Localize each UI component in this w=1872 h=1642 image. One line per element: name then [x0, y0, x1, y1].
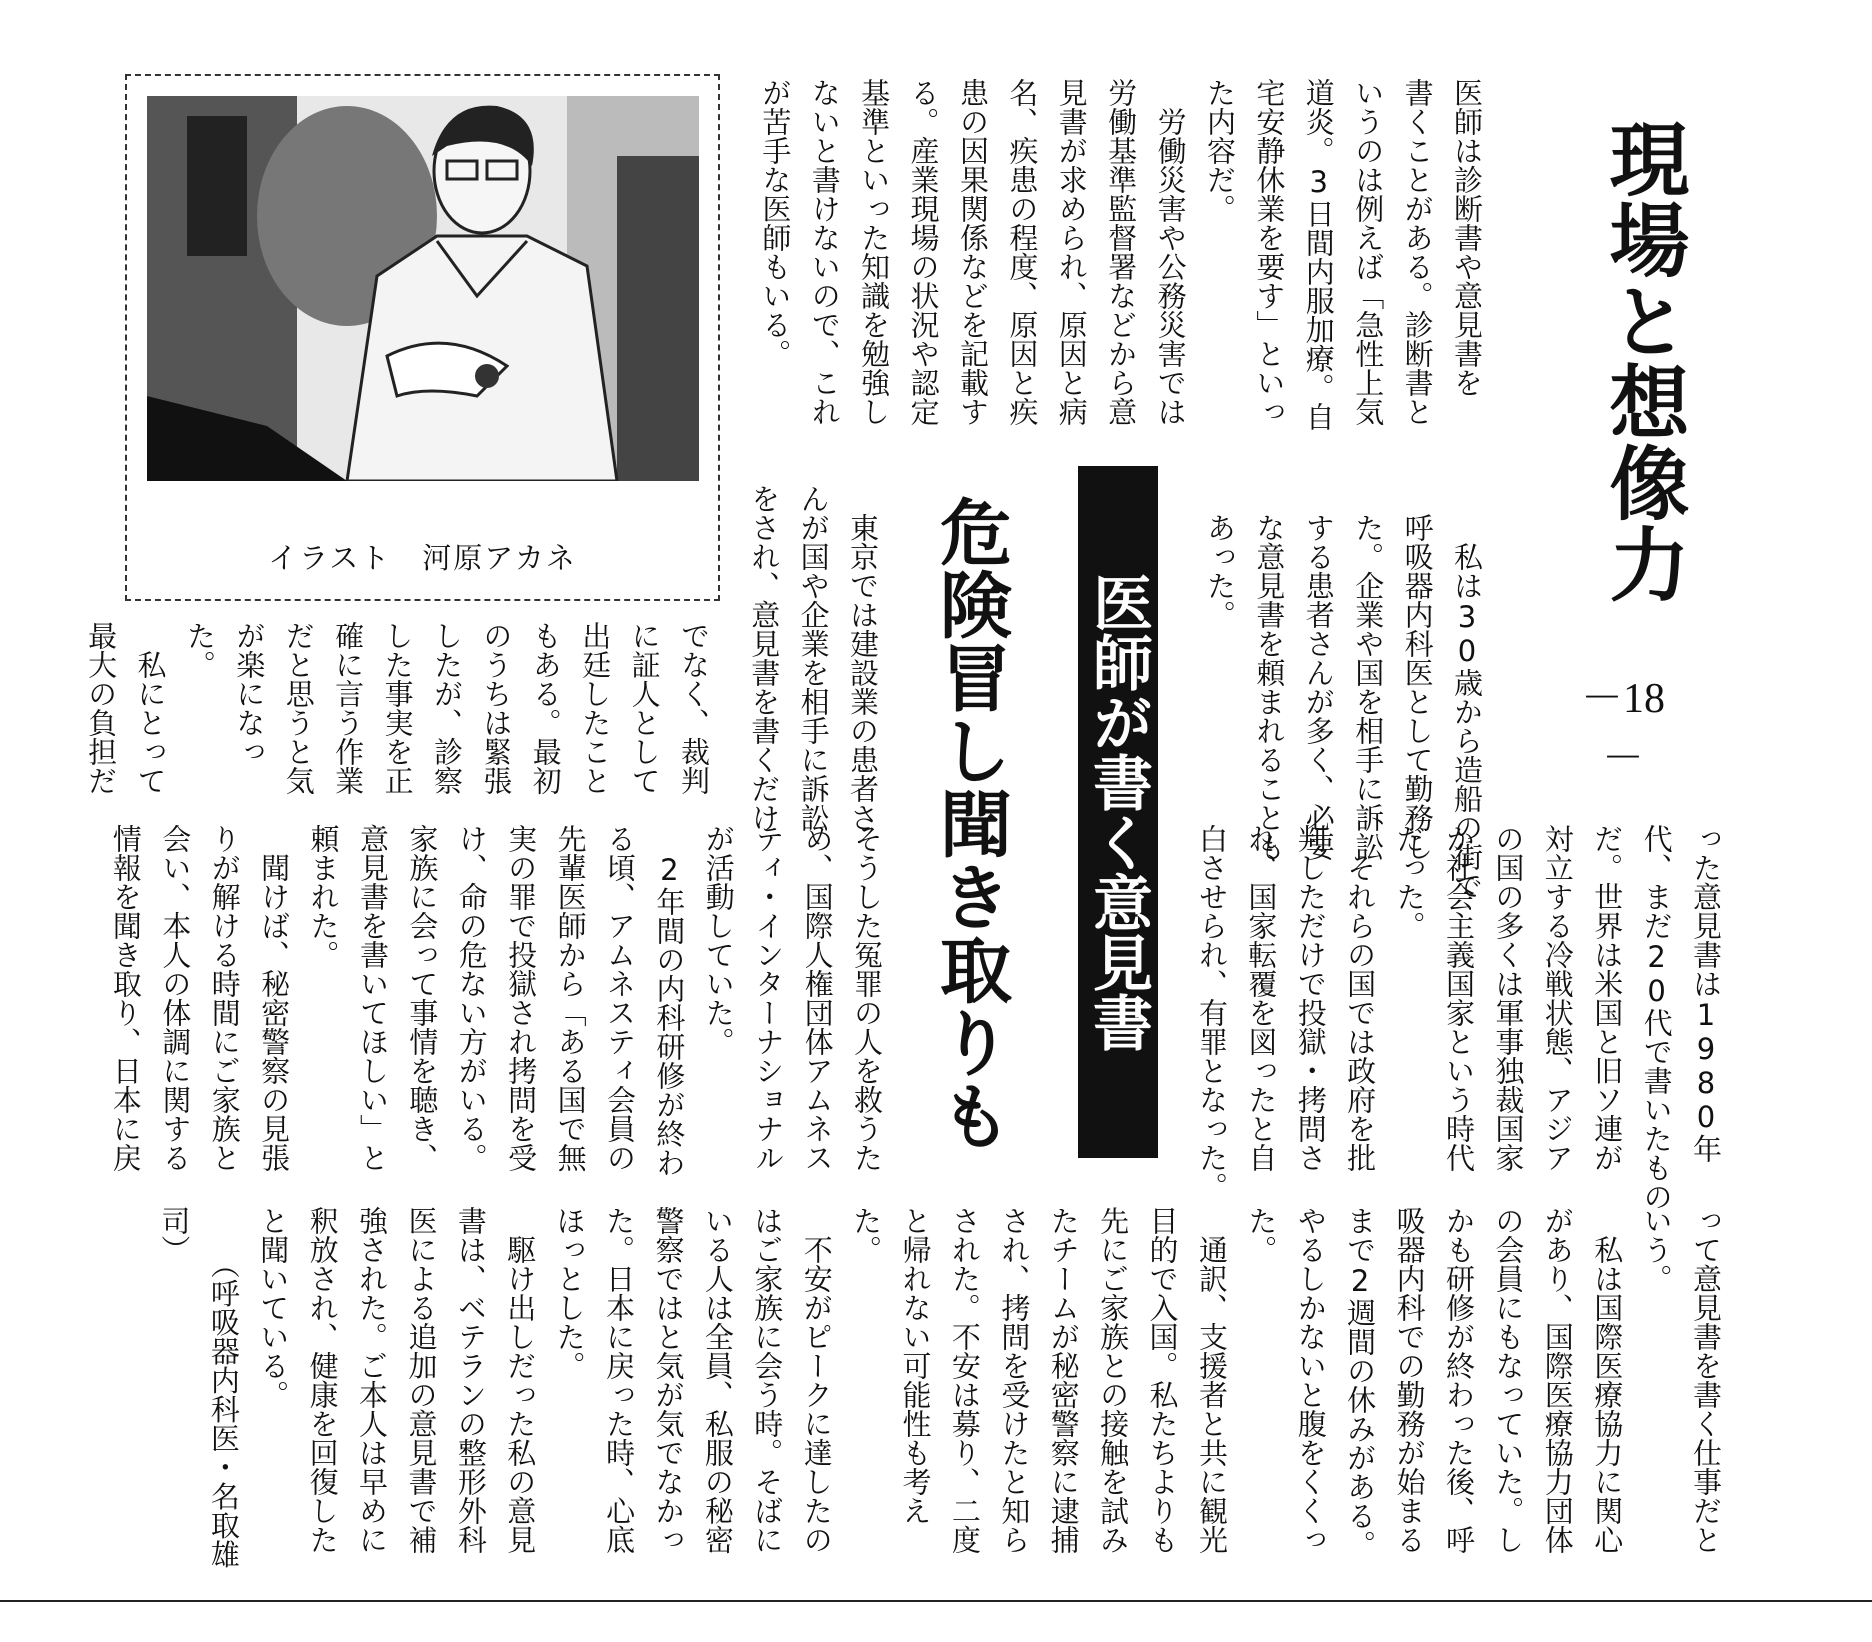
- text-column: 呼吸器内科医として勤務し: [1400, 513, 1435, 861]
- text-column: 吸器内科での勤務が始まる: [1392, 1206, 1427, 1554]
- text-column: た。: [182, 621, 217, 679]
- article-block-1: [750, 78, 1491, 431]
- text-column: 白させられ、有罪となった。: [1194, 824, 1229, 1201]
- text-column: め、国際人権団体アムネス: [800, 824, 835, 1172]
- text-column: た。: [1244, 1206, 1279, 1264]
- text-column: （呼吸器内科医・名取雄: [206, 1206, 241, 1569]
- bottom-rule: [0, 1600, 1872, 1602]
- article-block-3: [739, 484, 887, 834]
- text-column: な意見書を頼まれることも: [1252, 513, 1287, 861]
- text-column: って意見書を書く仕事だと: [1689, 1206, 1723, 1554]
- text-column: 釈放され、健康を回復した: [305, 1206, 340, 1554]
- text-column: だ。世界は米国と旧ソ連が: [1590, 824, 1625, 1172]
- text-column: 宅安静休業を要す」といっ: [1252, 78, 1287, 426]
- text-column: と聞いている。: [256, 1206, 291, 1409]
- text-column: が活動していた。: [701, 824, 736, 1056]
- text-column: 最大の負担だ: [84, 621, 119, 795]
- text-column: 情報を聞き取り、日本に戻: [108, 824, 143, 1172]
- text-column: 基準といった知識を勉強し: [857, 78, 892, 426]
- text-column: かも研修が終わった後、呼: [1441, 1206, 1476, 1554]
- series-number: －18－: [1580, 676, 1665, 782]
- text-column: 労働基準監督署などから意: [1104, 78, 1139, 426]
- text-column: 道炎。3日間内服加療。自: [1301, 78, 1336, 431]
- text-column: いる人は全員、私服の秘密: [700, 1206, 735, 1554]
- text-column: する患者さんが多く、必要: [1301, 513, 1336, 861]
- text-column: 医師は診断書や意見書を: [1450, 78, 1484, 397]
- text-column: る頃、アムネスティ会員の: [602, 824, 637, 1172]
- text-column: 強された。ご本人は早めに: [355, 1206, 390, 1554]
- text-column: ないと書けないので、これ: [807, 78, 842, 426]
- text-column: 司）: [157, 1206, 192, 1264]
- text-column: そうした冤罪の人を救うた: [850, 824, 884, 1172]
- text-column: に証人として: [627, 621, 662, 795]
- text-column: りが解ける時間にご家族と: [207, 824, 242, 1172]
- text-column: が楽になっ: [232, 621, 267, 766]
- text-column: 患の因果関係などを記載す: [955, 78, 990, 426]
- text-column: 先にご家族との接触を試み: [1096, 1206, 1131, 1554]
- text-column: 意見書を書いてほしい」と: [355, 824, 390, 1172]
- text-column: もある。最初: [528, 621, 563, 795]
- text-column: 判しただけで投獄・拷問さ: [1293, 824, 1328, 1172]
- text-column: 私は30歳から造船の街で: [1450, 513, 1484, 900]
- text-column: 会い、本人の体調に関する: [158, 824, 193, 1172]
- illustration-caption: イラスト 河原アカネ: [268, 541, 577, 575]
- text-column: った意見書は1980年: [1689, 824, 1723, 1163]
- text-column: 東京では建設業の患者さ: [846, 484, 880, 832]
- text-column: 労働災害や公務災害では: [1153, 78, 1188, 426]
- text-column: 不安がピークに達したの: [799, 1206, 834, 1554]
- text-column: 見書が求められ、原因と病: [1054, 78, 1089, 426]
- text-column: はご家族に会う時。そばに: [750, 1206, 785, 1554]
- text-column: ほっとした。: [552, 1206, 587, 1380]
- text-column: があり、国際医療協力団体: [1540, 1206, 1575, 1554]
- text-column: それらの国では政府を批: [1343, 824, 1378, 1172]
- text-column: の国の多くは軍事独裁国家: [1491, 824, 1526, 1172]
- text-column: 出廷したこと: [578, 621, 613, 795]
- text-column: まで2週間の休みがある。: [1343, 1206, 1378, 1559]
- text-column: だと思うと気: [281, 621, 316, 795]
- text-column: された。不安は募り、二度: [947, 1206, 982, 1554]
- text-column: 実の罪で投獄され拷問を受: [504, 824, 539, 1172]
- text-column: か社会主義国家という時代: [1441, 824, 1476, 1172]
- text-column: た。企業や国を相手に訴訟: [1351, 513, 1386, 861]
- headline: 危険冒し聞き取りも: [928, 495, 1012, 1152]
- text-column: やるしかないと腹をくくっ: [1293, 1206, 1328, 1554]
- illustration-box: [125, 74, 720, 601]
- text-column: 聞けば、秘密警察の見張: [257, 824, 292, 1172]
- text-column: んが国や企業を相手に訴訟: [796, 484, 831, 832]
- text-column: ティ・インターナショナル: [751, 824, 786, 1172]
- article-block-6: [101, 824, 892, 1177]
- text-column: け、命の危ない方がいる。: [454, 824, 489, 1172]
- text-column: 目的で入国。私たちよりも: [1145, 1206, 1180, 1554]
- text-column: だった。: [1392, 824, 1427, 940]
- text-column: 警察ではと気が気でなかっ: [651, 1206, 686, 1554]
- text-column: 名、疾患の程度、原因と疾: [1005, 78, 1040, 426]
- text-column: でなく、裁判: [677, 621, 711, 795]
- text-column: 対立する冷戦状態、アジア: [1540, 824, 1575, 1172]
- text-column: いうのは例えば「急性上気: [1351, 78, 1386, 426]
- article-block-5: [1187, 824, 1730, 1211]
- text-column: 私にとって: [133, 621, 168, 795]
- text-column: る。産業現場の状況や認定: [906, 78, 941, 426]
- series-title: 現場と想像力: [1596, 118, 1690, 604]
- text-column: たチームが秘密警察に逮捕: [1046, 1206, 1081, 1554]
- text-column: 駆け出しだった私の意見: [503, 1206, 538, 1554]
- kicker-label: 医師が書く意見書: [1078, 466, 1158, 1158]
- text-column: あった。: [1202, 513, 1237, 629]
- text-column: れ、国家転覆を図ったと自: [1244, 824, 1279, 1172]
- text-column: 家族に会って事情を聴き、: [405, 824, 440, 1172]
- text-column: 医による追加の意見書で補: [404, 1206, 439, 1554]
- illustration-man-icon: [147, 96, 699, 481]
- text-column: いう。: [1639, 1206, 1674, 1293]
- text-column: 通訳、支援者と共に観光: [1194, 1206, 1229, 1554]
- text-column: と帰れない可能性も考え: [898, 1206, 933, 1525]
- text-column: の会員にもなっていた。し: [1491, 1206, 1526, 1554]
- text-column: 確に言う作業: [331, 621, 366, 795]
- text-column: 先輩医師から「ある国で無: [553, 824, 588, 1172]
- text-column: 私は国際医療協力に関心: [1590, 1206, 1625, 1554]
- text-column: した事実を正: [380, 621, 415, 795]
- text-column: 代、まだ20代で書いたもの: [1639, 824, 1674, 1211]
- article-block-7: [149, 1206, 1730, 1569]
- text-column: た内容だ。: [1202, 78, 1237, 223]
- text-column: したが、診察: [429, 621, 464, 795]
- text-column: 書は、ベテランの整形外科: [453, 1206, 488, 1554]
- text-column: をされ、意見書を書くだけ: [747, 484, 782, 832]
- text-column: が苦手な医師もいる。: [758, 78, 793, 368]
- text-column: た。日本に戻った時、心底: [602, 1206, 637, 1554]
- text-column: され、拷問を受けたと知ら: [997, 1206, 1032, 1554]
- text-column: た。: [849, 1206, 884, 1264]
- text-column: 頼まれた。: [306, 824, 341, 969]
- text-column: 2年間の内科研修が終わ: [652, 824, 687, 1177]
- text-column: 書くことがある。診断書と: [1400, 78, 1435, 426]
- text-column: のうちは緊張: [479, 621, 514, 795]
